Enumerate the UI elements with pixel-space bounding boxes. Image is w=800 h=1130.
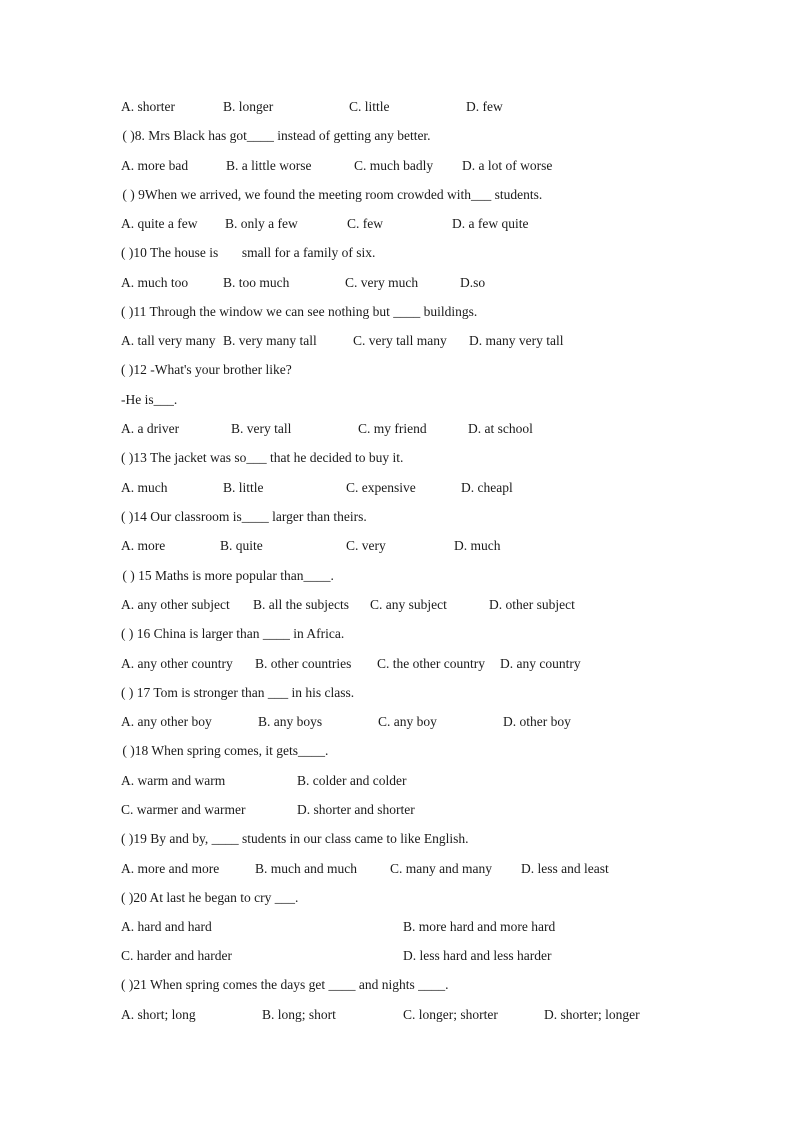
option-a: A. more bad xyxy=(121,158,189,173)
option-a: A. any other country xyxy=(121,656,233,671)
option-a: A. shorter xyxy=(121,99,175,114)
option-c: C. much badly xyxy=(354,158,434,173)
option-d: D. a few quite xyxy=(452,216,529,231)
option-a: A. any other subject xyxy=(121,597,230,612)
option-a: A. much xyxy=(121,480,168,495)
option-a: A. quite a few xyxy=(121,216,198,231)
option-c: C. harder and harder xyxy=(121,948,232,963)
option-d: D. many very tall xyxy=(469,333,564,348)
option-d: D. shorter; longer xyxy=(544,1007,640,1022)
option-a: A. tall very many xyxy=(121,333,216,348)
option-b: B. more hard and more hard xyxy=(403,919,556,934)
option-d: D.so xyxy=(460,275,486,290)
option-a: A. hard and hard xyxy=(121,919,212,934)
option-b: B. colder and colder xyxy=(297,773,407,788)
option-b: B. quite xyxy=(220,538,263,553)
option-c: C. little xyxy=(349,99,390,114)
option-c: C. my friend xyxy=(358,421,427,436)
option-b: B. long; short xyxy=(262,1007,336,1022)
option-d: D. shorter and shorter xyxy=(297,802,415,817)
option-d: D. much xyxy=(454,538,501,553)
option-c: C. very much xyxy=(345,275,419,290)
option-a: A. any other boy xyxy=(121,714,212,729)
question-text: -He is___. xyxy=(121,392,178,407)
option-d: D. other boy xyxy=(503,714,571,729)
option-c: C. any subject xyxy=(370,597,447,612)
option-b: B. little xyxy=(223,480,264,495)
option-d: D. other subject xyxy=(489,597,575,612)
option-b: B. too much xyxy=(223,275,290,290)
option-c: C. many and many xyxy=(390,861,492,876)
question-text: ( )20 At last he began to cry ___. xyxy=(121,890,299,905)
option-a: A. short; long xyxy=(121,1007,196,1022)
option-b: B. longer xyxy=(223,99,274,114)
question-text: ( )19 By and by, ____ students in our class came to like English. xyxy=(121,831,469,846)
option-d: D. few xyxy=(466,99,503,114)
question-text: ( )11 Through the window we can see nothing but ____ buildings. xyxy=(121,304,478,319)
option-b: B. much and much xyxy=(255,861,357,876)
option-c: C. very xyxy=(346,538,386,553)
question-text: ( ) 15 Maths is more popular than____. xyxy=(119,568,334,583)
option-a: A. more and more xyxy=(121,861,220,876)
option-c: C. the other country xyxy=(377,656,485,671)
question-text: ( )13 The jacket was so___ that he decided to buy it. xyxy=(121,450,404,465)
option-c: C. few xyxy=(347,216,383,231)
option-c: C. any boy xyxy=(378,714,437,729)
option-c: C. warmer and warmer xyxy=(121,802,246,817)
option-d: D. cheapl xyxy=(461,480,513,495)
question-text: ( ) 16 China is larger than ____ in Africa. xyxy=(121,626,345,641)
option-d: D. a lot of worse xyxy=(462,158,553,173)
question-text: ( )21 When spring comes the days get ____ and nights ____. xyxy=(121,977,449,992)
option-a: A. warm and warm xyxy=(121,773,226,788)
option-a: A. more xyxy=(121,538,166,553)
option-b: B. only a few xyxy=(225,216,298,231)
option-b: B. very tall xyxy=(231,421,292,436)
option-d: D. less hard and less harder xyxy=(403,948,552,963)
option-b: B. other countries xyxy=(255,656,352,671)
option-a: A. much too xyxy=(121,275,189,290)
option-d: D. less and least xyxy=(521,861,609,876)
option-d: D. at school xyxy=(468,421,533,436)
option-b: B. any boys xyxy=(258,714,323,729)
option-a: A. a driver xyxy=(121,421,180,436)
option-c: C. very tall many xyxy=(353,333,447,348)
question-text: ( )12 -What's your brother like? xyxy=(121,362,292,377)
option-b: B. all the subjects xyxy=(253,597,349,612)
question-text: ( )18 When spring comes, it gets____. xyxy=(119,743,329,758)
question-text: ( )10 The house is small for a family of six. xyxy=(121,245,376,260)
option-c: C. expensive xyxy=(346,480,416,495)
option-c: C. longer; shorter xyxy=(403,1007,498,1022)
option-d: D. any country xyxy=(500,656,581,671)
question-text: ( ) 17 Tom is stronger than ___ in his class. xyxy=(121,685,355,700)
question-text: ( ) 9When we arrived, we found the meeting room crowded with___ students. xyxy=(119,187,543,202)
question-text: ( )14 Our classroom is____ larger than theirs. xyxy=(121,509,367,524)
option-b: B. a little worse xyxy=(226,158,312,173)
question-text: ( )8. Mrs Black has got____ instead of getting any better. xyxy=(119,128,431,143)
option-b: B. very many tall xyxy=(223,333,317,348)
